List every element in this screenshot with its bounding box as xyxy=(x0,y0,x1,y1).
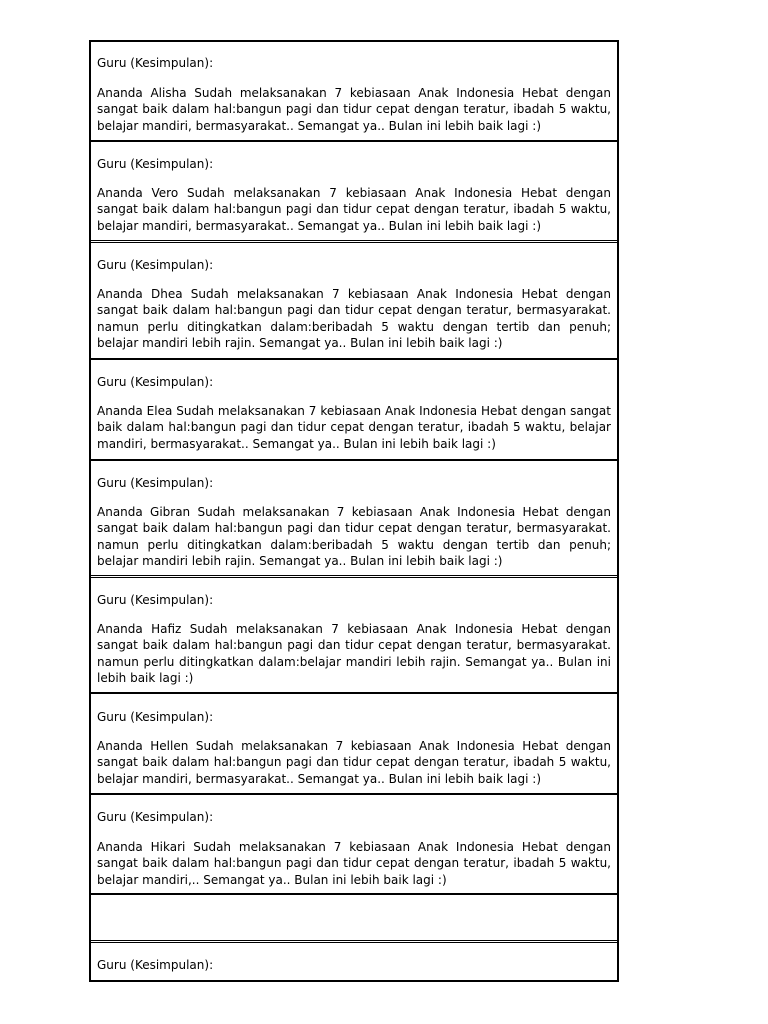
entry-label: Guru (Kesimpulan): xyxy=(97,476,214,490)
row-divider xyxy=(91,793,617,795)
entry-text: Ananda Alisha Sudah melaksanakan 7 kebiasaan Anak Indonesia Hebat dengan sangat baik dalam hal:bangun pagi dan tidur cepat dengan teratur, ibadah 5 waktu, belajar mandiri, bermasyarakat.. Semangat ya.. Bulan ini lebih baik lagi :) xyxy=(97,86,611,133)
entry-label: Guru (Kesimpulan): xyxy=(97,593,214,607)
row-divider xyxy=(91,140,617,142)
entry-label: Guru (Kesimpulan): xyxy=(97,710,214,724)
entry-text: Ananda Vero Sudah melaksanakan 7 kebiasaan Anak Indonesia Hebat dengan sangat baik dalam hal:bangun pagi dan tidur cepat dengan teratur, ibadah 5 waktu, belajar mandiri, bermasyarakat.. Semangat ya.. Bulan ini lebih baik lagi :) xyxy=(97,186,611,233)
entry-text: Ananda Hafiz Sudah melaksanakan 7 kebiasaan Anak Indonesia Hebat dengan sangat baik dalam hal:bangun pagi dan tidur cepat dengan teratur, bermasyarakat. namun perlu ditingkatkan dalam:belajar mandiri lebih rajin. Semangat ya.. Bulan ini lebih baik lagi :) xyxy=(97,622,611,686)
entry-label: Guru (Kesimpulan): xyxy=(97,157,214,171)
row-divider xyxy=(91,575,617,578)
row-divider xyxy=(91,893,617,895)
entry-label: Guru (Kesimpulan): xyxy=(97,958,214,972)
entry-text: Ananda Gibran Sudah melaksanakan 7 kebiasaan Anak Indonesia Hebat dengan sangat baik dalam hal:bangun pagi dan tidur cepat dengan teratur, bermasyarakat. namun perlu ditingkatkan dalam:beribadah 5 waktu dengan tertib dan penuh; belajar mandiri lebih rajin. Semangat ya.. Bulan ini lebih baik lagi :) xyxy=(97,505,611,569)
entry-text: Ananda Hellen Sudah melaksanakan 7 kebiasaan Anak Indonesia Hebat dengan sangat baik dalam hal:bangun pagi dan tidur cepat dengan teratur, ibadah 5 waktu, belajar mandiri, bermasyarakat.. Semangat ya.. Bulan ini lebih baik lagi :) xyxy=(97,739,611,786)
entry-label: Guru (Kesimpulan): xyxy=(97,375,214,389)
row-divider xyxy=(91,459,617,461)
entry-text: Ananda Hikari Sudah melaksanakan 7 kebiasaan Anak Indonesia Hebat dengan sangat baik dalam hal:bangun pagi dan tidur cepat dengan teratur, ibadah 5 waktu, belajar mandiri,.. Semangat ya.. Bulan ini lebih baik lagi :) xyxy=(97,840,611,887)
row-divider xyxy=(91,240,617,243)
row-divider xyxy=(91,692,617,694)
report-table xyxy=(89,40,619,982)
entry-label: Guru (Kesimpulan): xyxy=(97,56,214,70)
entry-text: Ananda Elea Sudah melaksanakan 7 kebiasaan Anak Indonesia Hebat dengan sangat baik dalam hal:bangun pagi dan tidur cepat dengan teratur, ibadah 5 waktu, belajar mandiri, bermasyarakat.. Semangat ya.. Bulan ini lebih baik lagi :) xyxy=(97,404,611,451)
row-divider xyxy=(91,940,617,943)
entry-label: Guru (Kesimpulan): xyxy=(97,258,214,272)
entry-label: Guru (Kesimpulan): xyxy=(97,810,214,824)
entry-text: Ananda Dhea Sudah melaksanakan 7 kebiasaan Anak Indonesia Hebat dengan sangat baik dalam hal:bangun pagi dan tidur cepat dengan teratur, bermasyarakat. namun perlu ditingkatkan dalam:beribadah 5 waktu dengan tertib dan penuh; belajar mandiri lebih rajin. Semangat ya.. Bulan ini lebih baik lagi :) xyxy=(97,287,611,351)
row-divider xyxy=(91,358,617,360)
